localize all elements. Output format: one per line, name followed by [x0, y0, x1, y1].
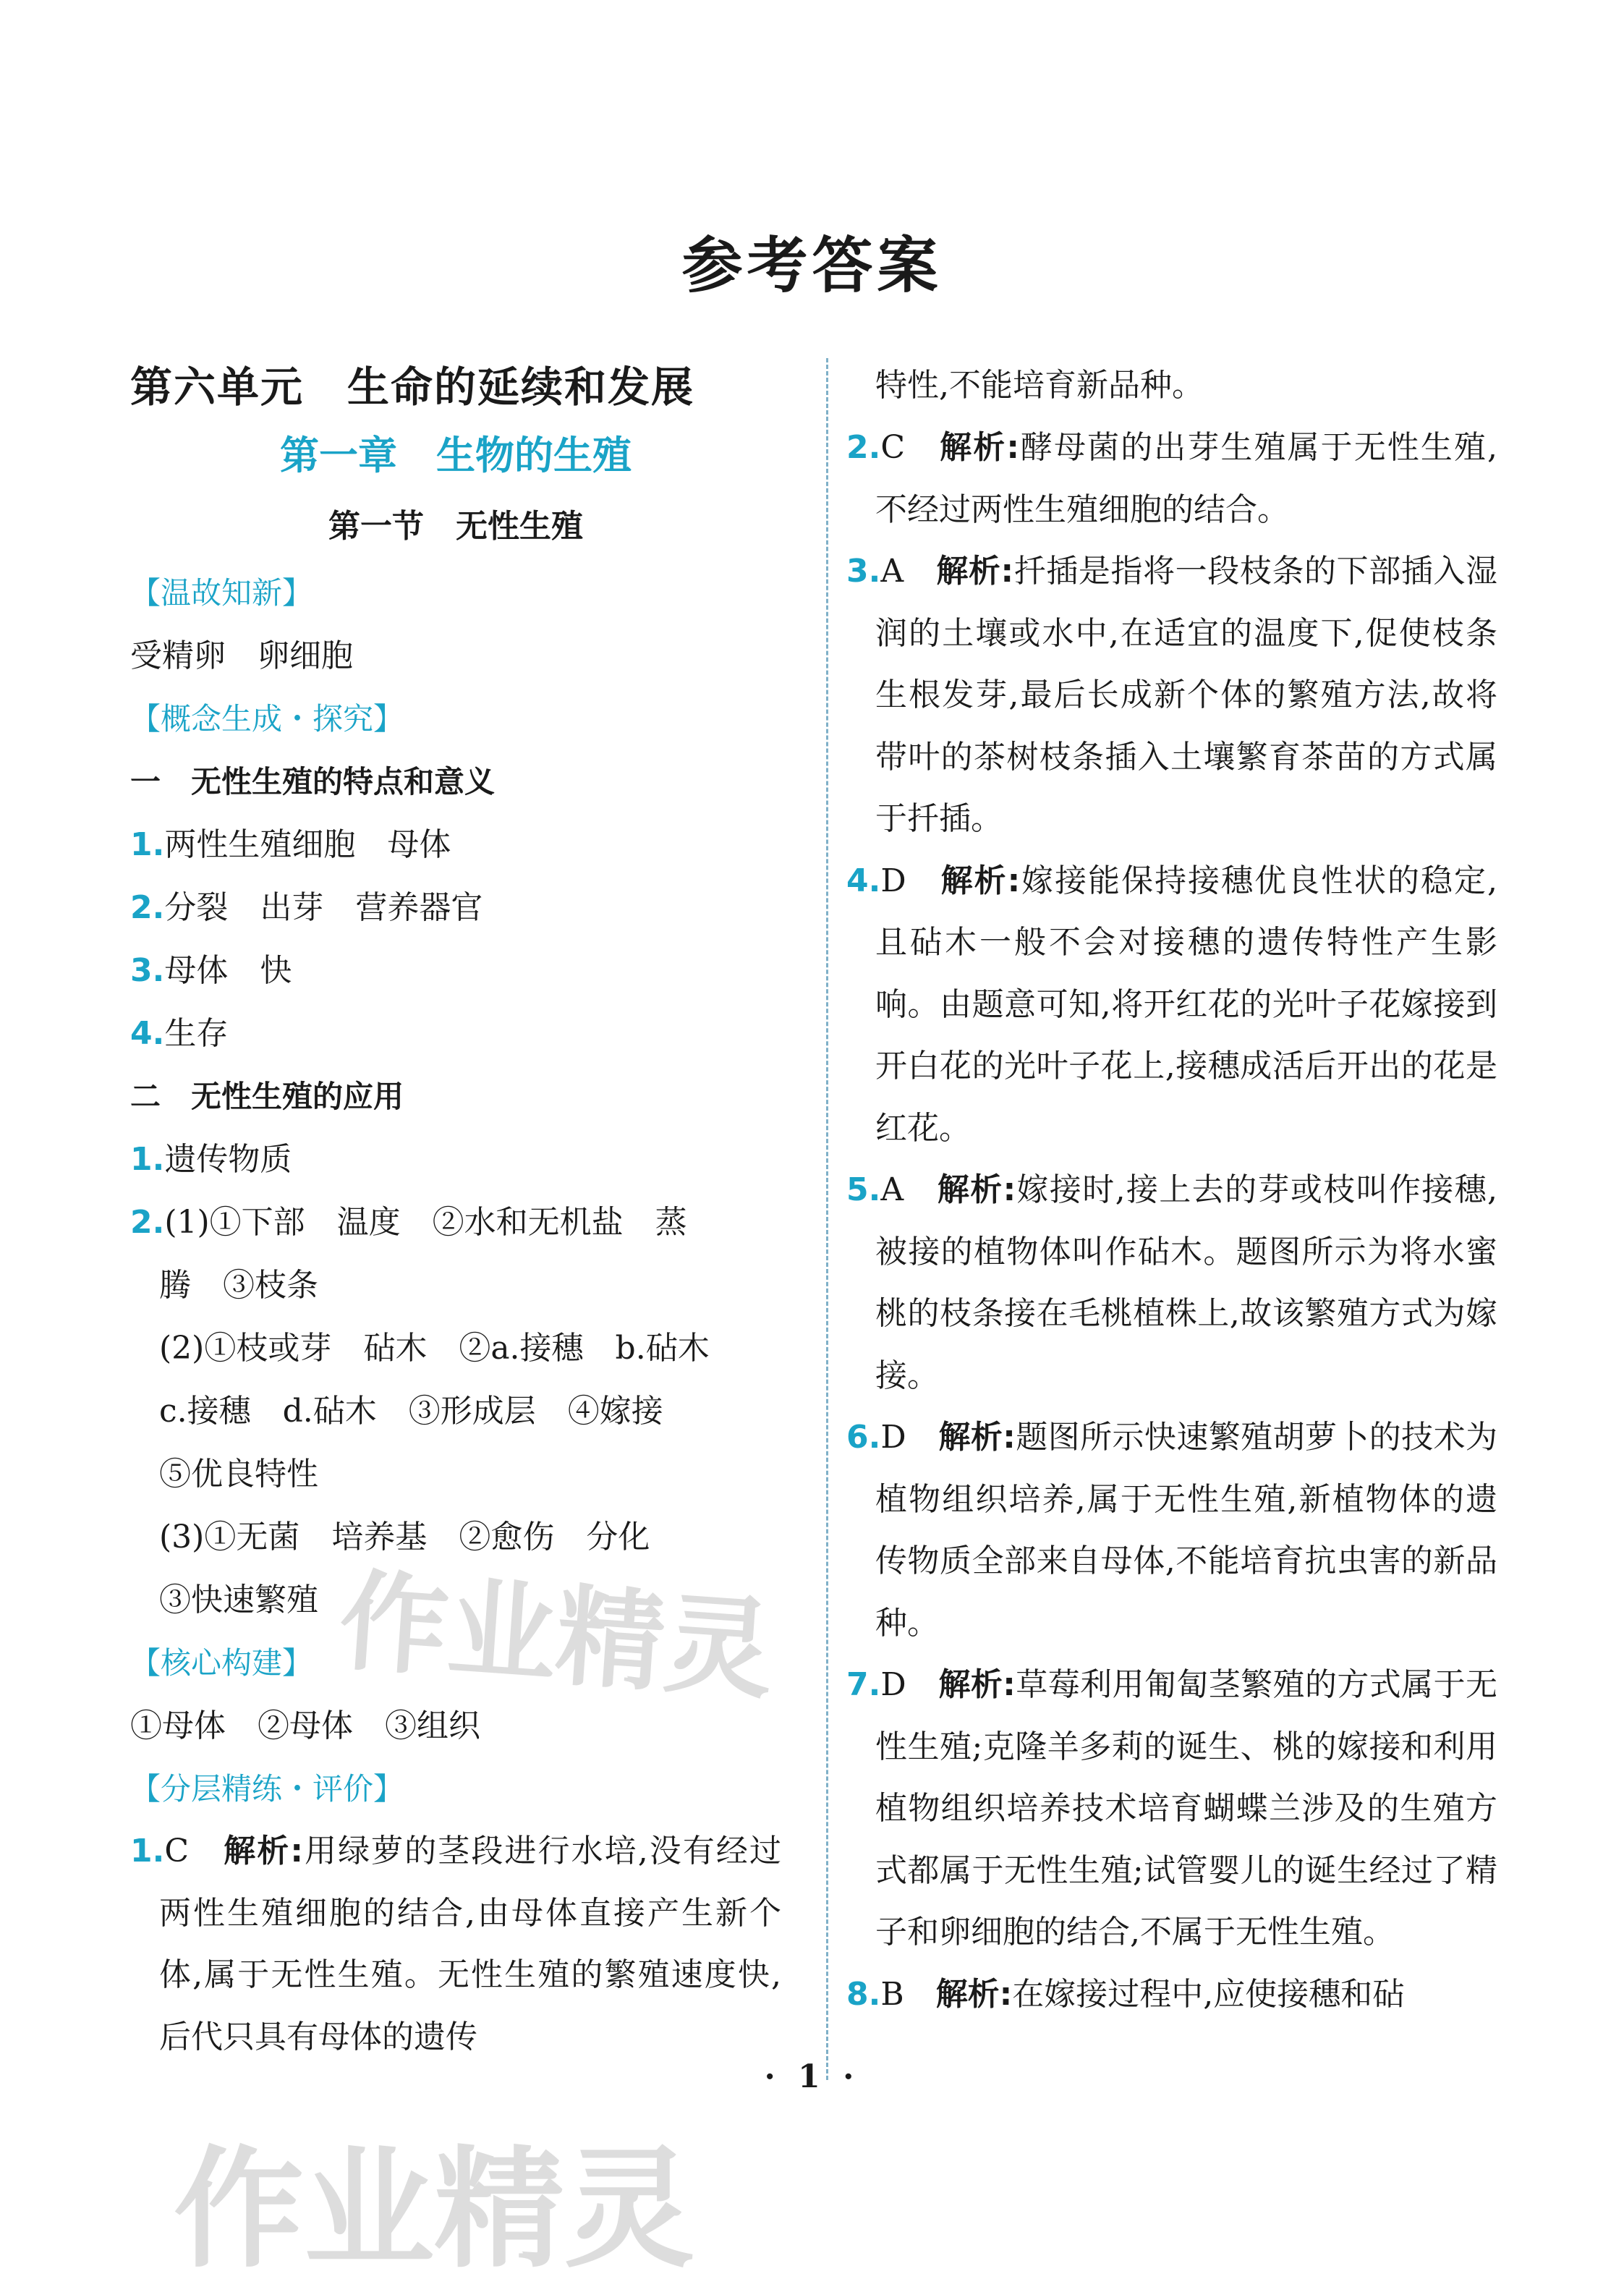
- left-column: [130, 355, 781, 2068]
- answer-text: 遗传物质: [164, 1141, 292, 1178]
- analysis-text: 草莓利用匍匐茎繁殖的方式属于无性生殖;克隆羊多莉的诞生、桃的嫁接和利用植物组织培养技术培育蝴蝶兰涉及的生殖方式都属于无性生殖;试管婴儿的诞生经过了精子和卵细胞的结合,不属于无性生殖。: [875, 1666, 1498, 1951]
- item-number: 3.: [130, 952, 165, 989]
- analysis-text: 扦插是指将一段枝条的下部插入湿润的土壤或水中,在适宜的温度下,促使枝条生根发芽,最后长成新个体的繁殖方法,故将带叶的茶树枝条插入土壤繁育茶苗的方式属于扦插。: [875, 553, 1498, 837]
- analysis-label: 解析:: [937, 1171, 1016, 1208]
- item-number: 4.: [130, 1015, 165, 1052]
- answer-text: (1)①下部 温度 ②水和无机盐 蒸: [164, 1204, 687, 1241]
- column-divider: [826, 358, 828, 2080]
- right-column: [846, 355, 1497, 2025]
- analysis-label: 解析:: [936, 553, 1014, 590]
- answer-core: ①母体 ②母体 ③组织: [130, 1707, 480, 1744]
- answer-letter: D: [880, 1419, 906, 1456]
- analysis-text: 酵母菌的出芽生殖属于无性生殖,不经过两性生殖细胞的结合。: [875, 429, 1497, 528]
- analysis-label: 解析:: [940, 862, 1021, 899]
- question-7: [846, 1654, 1497, 1964]
- question-8: [846, 1964, 1497, 2026]
- answer-b2-line6: (3)①无菌 培养基 ②愈伤 分化: [159, 1519, 650, 1555]
- question-6: [846, 1406, 1497, 1654]
- subheading-applications: 二 无性生殖的应用: [130, 1079, 404, 1114]
- page-number: · 1 ·: [764, 2058, 860, 2095]
- analysis-text: 用绿萝的茎段进行水培,没有经过两性生殖细胞的结合,由母体直接产生新个体,属于无性生殖。无性生殖的繁殖速度快,后代只具有母体的遗传: [159, 1833, 781, 2055]
- analysis-label: 解析:: [938, 1666, 1016, 1703]
- item-number: 8.: [846, 1975, 881, 2013]
- answer-a1: [130, 813, 781, 876]
- answer-letter: C: [164, 1833, 190, 1869]
- item-number: 5.: [846, 1171, 881, 1208]
- answer-letter: A: [880, 1171, 904, 1208]
- item-number: 2.: [130, 889, 165, 926]
- watermark-bottom: 作业精灵: [174, 2134, 695, 2285]
- analysis-text: 在嫁接过程中,应使接穗和砧: [1012, 1975, 1405, 2013]
- answer-letter: D: [880, 862, 906, 899]
- item-number: 2.: [130, 1204, 165, 1241]
- question-3: [846, 540, 1497, 850]
- watermark: 作业精灵: [335, 1558, 778, 1715]
- answer-letter: D: [880, 1666, 906, 1703]
- question-1: [130, 1820, 781, 2068]
- question-2: [846, 417, 1497, 540]
- analysis-label: 解析:: [935, 1975, 1013, 2013]
- tag-review: 【温故知新】: [130, 575, 313, 611]
- item-number: 1.: [130, 1833, 165, 1869]
- answer-letter: B: [880, 1975, 904, 2013]
- analysis-text: 题图所示快速繁殖胡萝卜的技术为植物组织培养,属于无性生殖,新植物体的遗传物质全部来自母体,不能培育抗虫害的新品种。: [875, 1419, 1498, 1642]
- page-title: 参考答案: [681, 230, 943, 301]
- answer-a4: [130, 1002, 781, 1065]
- item-number: 1.: [130, 1141, 165, 1178]
- answer-text: 母体 快: [164, 952, 292, 989]
- answer-letter: C: [880, 429, 906, 466]
- question-5: [846, 1159, 1497, 1406]
- item-number: 1.: [130, 826, 165, 863]
- answer-a3: [130, 939, 781, 1002]
- answer-review: 受精卵 卵细胞: [130, 637, 353, 674]
- chapter-title: 第一章 生物的生殖: [280, 433, 632, 478]
- item-number: 7.: [846, 1666, 881, 1703]
- answer-text: 两性生殖细胞 母体: [164, 826, 451, 863]
- answer-b2-line3: (2)①枝或芽 砧木 ②a.接穗 b.砧木: [159, 1330, 710, 1367]
- item-number: 4.: [846, 862, 881, 899]
- answer-b2-line7: ③快速繁殖: [159, 1582, 318, 1618]
- answer-b2-line2: 腾 ③枝条: [159, 1267, 318, 1304]
- analysis-text: 嫁接时,接上去的芽或枝叫作接穗,被接的植物体叫作砧木。题图所示为将水蜜桃的枝条接在毛桃植株上,故该繁殖方式为嫁接。: [875, 1171, 1497, 1394]
- tag-practice: 【分层精练・评价】: [130, 1771, 404, 1807]
- subheading-features: 一 无性生殖的特点和意义: [130, 764, 496, 799]
- question-4: [846, 850, 1497, 1160]
- analysis-label: 解析:: [938, 1419, 1016, 1456]
- section-title: 第一节 无性生殖: [328, 508, 583, 545]
- analysis-label: 解析:: [940, 429, 1019, 466]
- item-number: 6.: [846, 1419, 881, 1456]
- tag-concept: 【概念生成・探究】: [130, 701, 404, 737]
- answer-a2: [130, 876, 781, 939]
- answer-b2-line5: ⑤优良特性: [159, 1456, 318, 1493]
- answer-b1: [130, 1128, 781, 1191]
- item-number: 3.: [846, 553, 881, 590]
- unit-title: 第六单元 生命的延续和发展: [130, 362, 695, 412]
- answer-text: 生存: [164, 1015, 229, 1052]
- answer-b2-line1: [130, 1191, 781, 1254]
- answer-text: 分裂 出芽 营养器官: [164, 889, 483, 926]
- tag-core: 【核心构建】: [130, 1645, 313, 1681]
- item-number: 2.: [846, 429, 881, 466]
- answer-b2-line4: c.接穗 d.砧木 ③形成层 ④嫁接: [159, 1393, 663, 1430]
- question-1-continued: 特性,不能培育新品种。: [875, 367, 1204, 404]
- analysis-text: 嫁接能保持接穗优良性状的稳定,且砧木一般不会对接穗的遗传特性产生影响。由题意可知,将开红花的光叶子花嫁接到开白花的光叶子花上,接穗成活后开出的花是红花。: [875, 862, 1497, 1147]
- answer-letter: A: [880, 553, 904, 590]
- analysis-label: 解析:: [224, 1833, 303, 1869]
